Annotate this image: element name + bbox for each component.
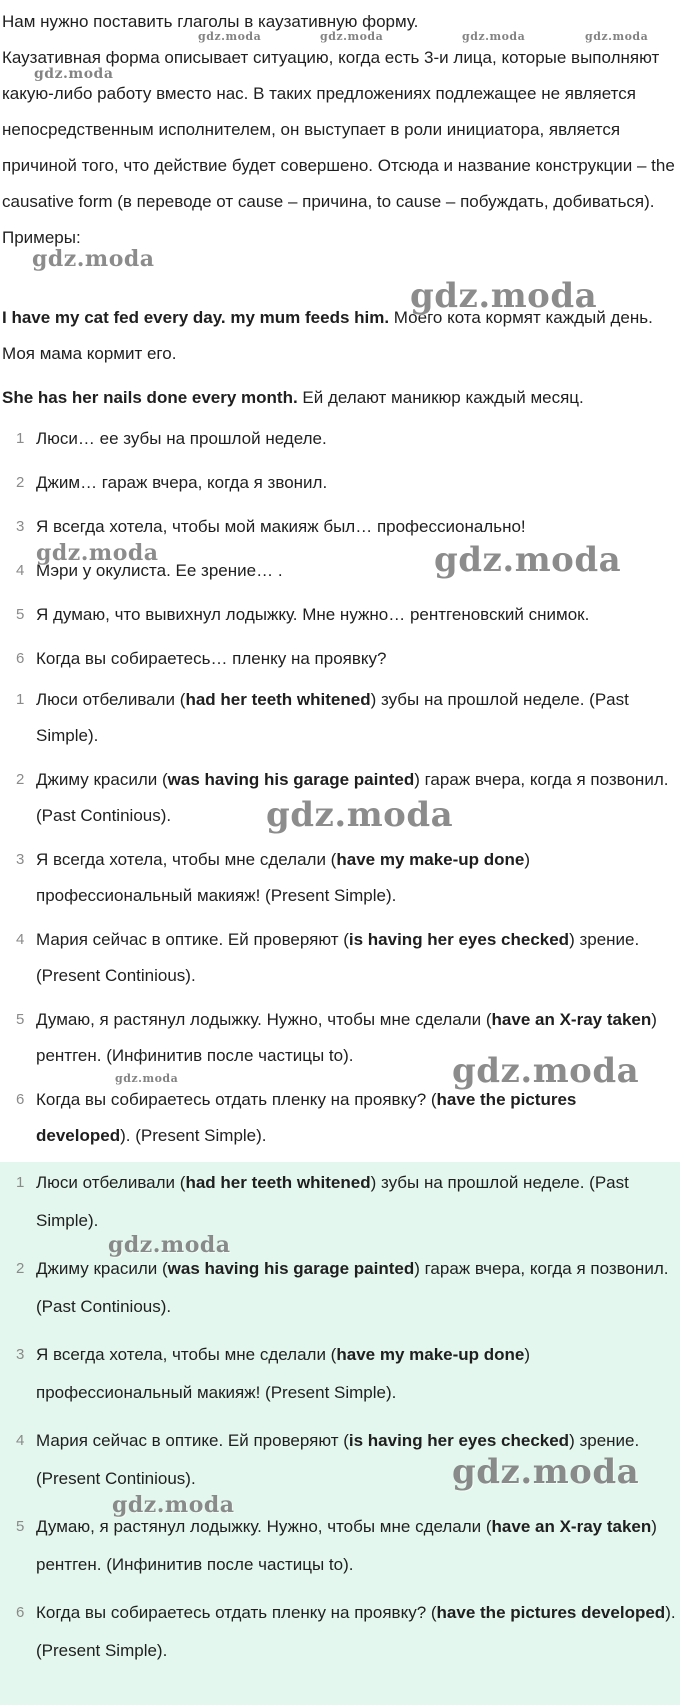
answer-text-bold: had her teeth whitened (185, 1173, 371, 1192)
answer-number: 1 (16, 691, 25, 708)
answer-text-after: ) зубы на прошлой неделе. (Past Simple). (36, 1173, 629, 1230)
task-item (0, 600, 680, 644)
answer-text-bold: had her teeth whitened (185, 690, 371, 709)
answer-item (0, 1082, 680, 1162)
task-item (0, 424, 680, 468)
example-2 (2, 380, 678, 416)
answer-number: 2 (16, 1260, 25, 1277)
watermark: gdz.moda (112, 1492, 235, 1518)
example-2-english: She has her nails done every month. (2, 388, 298, 407)
answer-text-before: Когда вы собираетесь отдать пленку на проявку? ( (36, 1603, 437, 1622)
watermark: gdz.moda (462, 30, 526, 43)
answer-text-bold: is having her eyes checked (348, 930, 570, 949)
highlighted-answer-list (0, 1164, 680, 1680)
answer-text-bold: have the pictures developed (436, 1603, 666, 1622)
answer-text-after: ) зубы на прошлой неделе. (Past Simple). (36, 690, 629, 745)
answer-text-after: ) профессиональный макияж! (Present Simple). (36, 1345, 531, 1402)
answer-item (0, 842, 680, 922)
answer-text-after: ) зрение. (Present Continious). (36, 1431, 640, 1488)
answer-text-bold: have the pictures developed (36, 1090, 577, 1145)
answer-item (0, 1508, 680, 1594)
example-1-russian: Моего кота кормят каждый день. Моя мама кормит его. (2, 308, 653, 363)
task-text: Мэри у окулиста. Ее зрение… . (36, 561, 283, 580)
task-text: Когда вы собираетесь… пленку на проявку? (36, 649, 387, 668)
intro-first-line: Нам нужно поставить глаголы в каузативную форму. (2, 12, 419, 31)
answer-text-bold: have my make-up done (336, 1345, 525, 1364)
task-number: 4 (16, 562, 25, 579)
examples-label: Примеры: (2, 228, 81, 247)
answer-item (0, 922, 680, 1002)
answer-number: 2 (16, 771, 25, 788)
answer-text-bold: was having his garage painted (167, 1259, 415, 1278)
answer-number: 5 (16, 1518, 25, 1535)
watermark: gdz.moda (34, 66, 114, 82)
task-text: Люси… ее зубы на прошлой неделе. (36, 429, 327, 448)
watermark: gdz.moda (198, 30, 262, 43)
answer-text-after: ) гараж вчера, когда я позвонил. (Past Continious). (36, 1259, 669, 1316)
watermark: gdz.moda (452, 1452, 640, 1492)
answer-number: 3 (16, 851, 25, 868)
task-number: 5 (16, 606, 25, 623)
answer-number: 1 (16, 1174, 25, 1191)
intro-paragraph: Каузативная форма описывает ситуацию, когда есть 3-и лица, которые выполняют какую-либо работу вместо нас. В таких предложениях подлежащее не является непосредственным исполнителем, он выступает в роли инициатора, является причиной того, что действие будет совершено. Отсюда и название конструкции – the causative form (в переводе от cause – причина, to cause – побуждать, добиваться). (2, 48, 675, 211)
watermark: gdz.moda (115, 1072, 179, 1085)
watermark: gdz.moda (108, 1232, 231, 1258)
watermark: gdz.moda (434, 540, 622, 580)
answer-text-before: Когда вы собираетесь отдать пленку на проявку? ( (36, 1090, 437, 1109)
answer-text-before: Мария сейчас в оптике. Ей проверяют ( (36, 930, 349, 949)
answer-number: 3 (16, 1346, 25, 1363)
answer-text-bold: was having his garage painted (167, 770, 415, 789)
answer-number: 4 (16, 931, 25, 948)
answer-number: 6 (16, 1604, 25, 1621)
answer-item (0, 682, 680, 762)
answer-text-after: ). (Present Simple). (36, 1603, 676, 1660)
answer-text-before: Я всегда хотела, чтобы мне сделали ( (36, 1345, 337, 1364)
watermark: gdz.moda (452, 1051, 640, 1091)
task-number: 6 (16, 650, 25, 667)
task-text: Я думаю, что вывихнул лодыжку. Мне нужно… рентгеновский снимок. (36, 605, 590, 624)
answer-item (0, 1594, 680, 1680)
watermark: gdz.moda (32, 246, 155, 272)
answer-text-bold: is having her eyes checked (348, 1431, 570, 1450)
answer-text-before: Я всегда хотела, чтобы мне сделали ( (36, 850, 337, 869)
answer-item (0, 1164, 680, 1250)
answer-text-before: Люси отбеливали ( (36, 690, 186, 709)
answer-text-bold: have an X-ray taken (491, 1010, 652, 1029)
answer-text-after: ). (Present Simple). (120, 1126, 267, 1145)
answer-item (0, 1336, 680, 1422)
task-number: 1 (16, 430, 25, 447)
answer-text-before: Люси отбеливали ( (36, 1173, 186, 1192)
answer-text-after: ) рентген. (Инфинитив после частицы to). (36, 1010, 657, 1065)
answer-text-after: ) зрение. (Present Continious). (36, 930, 640, 985)
answer-text-after: ) профессиональный макияж! (Present Simple). (36, 850, 531, 905)
answer-text-before: Думаю, я растянул лодыжку. Нужно, чтобы мне сделали ( (36, 1517, 492, 1536)
answer-text-before: Джиму красили ( (36, 1259, 168, 1278)
answer-text-after: ) гараж вчера, когда я позвонил. (Past Continious). (36, 770, 669, 825)
answer-item (0, 1250, 680, 1336)
watermark: gdz.moda (36, 540, 159, 566)
answer-text-before: Джиму красили ( (36, 770, 168, 789)
task-item (0, 468, 680, 512)
watermark: gdz.moda (585, 30, 649, 43)
watermark: gdz.moda (266, 795, 454, 835)
task-number: 2 (16, 474, 25, 491)
task-text: Я всегда хотела, чтобы мой макияж был… профессионально! (36, 517, 526, 536)
answer-number: 4 (16, 1432, 25, 1449)
task-text: Джим… гараж вчера, когда я звонил. (36, 473, 328, 492)
examples-section (2, 300, 678, 416)
answer-text-before: Думаю, я растянул лодыжку. Нужно, чтобы мне сделали ( (36, 1010, 492, 1029)
answer-text-bold: have my make-up done (336, 850, 525, 869)
answer-text-bold: have an X-ray taken (491, 1517, 652, 1536)
answer-number: 6 (16, 1091, 25, 1108)
watermark: gdz.moda (410, 276, 598, 316)
answer-number: 5 (16, 1011, 25, 1028)
task-number: 3 (16, 518, 25, 535)
example-2-russian: Ей делают маникюр каждый месяц. (297, 388, 584, 407)
example-1-english: I have my cat fed every day. my mum feeds him. (2, 308, 390, 327)
watermark: gdz.moda (320, 30, 384, 43)
answer-text-after: ) рентген. (Инфинитив после частицы to). (36, 1517, 657, 1574)
answer-text-before: Мария сейчас в оптике. Ей проверяют ( (36, 1431, 349, 1450)
